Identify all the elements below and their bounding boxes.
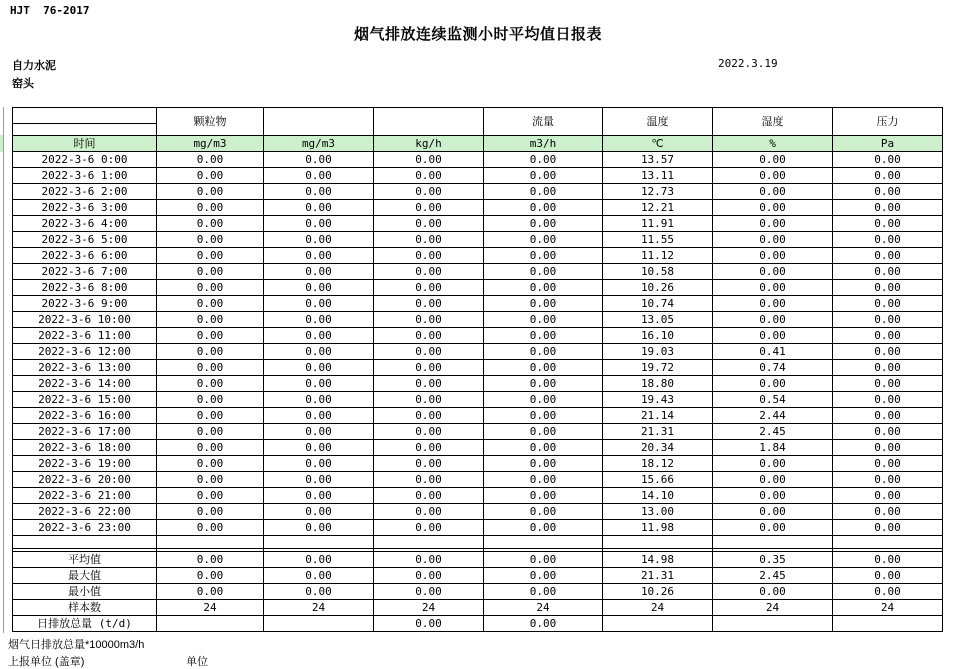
value-cell: 0.00 xyxy=(833,152,943,168)
value-cell xyxy=(603,616,713,632)
value-cell: 0.00 xyxy=(713,168,833,184)
value-cell: 0.00 xyxy=(264,216,374,232)
value-cell: 0.00 xyxy=(484,344,603,360)
summary-label: 样本数 xyxy=(13,600,157,616)
value-cell: 0.00 xyxy=(374,568,484,584)
value-cell: 0.00 xyxy=(374,168,484,184)
value-cell: 11.98 xyxy=(603,520,713,536)
value-cell: 0.00 xyxy=(264,392,374,408)
value-cell: 0.00 xyxy=(157,200,264,216)
table-row xyxy=(13,152,943,168)
value-cell: 0.00 xyxy=(713,488,833,504)
time-cell: 2022-3-6 18:00 xyxy=(13,440,157,456)
table-row xyxy=(13,392,943,408)
value-cell: 0.00 xyxy=(484,408,603,424)
value-cell: 18.80 xyxy=(603,376,713,392)
value-cell: 0.00 xyxy=(264,440,374,456)
value-cell: 0.00 xyxy=(833,408,943,424)
value-cell: 0.00 xyxy=(157,216,264,232)
value-cell: 0.00 xyxy=(157,360,264,376)
param-header-blank-1 xyxy=(264,108,374,136)
value-cell: 0.00 xyxy=(157,184,264,200)
value-cell: 0.00 xyxy=(833,424,943,440)
summary-label: 最大值 xyxy=(13,568,157,584)
value-cell: 0.00 xyxy=(264,568,374,584)
value-cell: 0.00 xyxy=(374,232,484,248)
report-table xyxy=(12,107,943,632)
header-rows xyxy=(13,108,943,152)
value-cell: 0.00 xyxy=(713,472,833,488)
value-cell: 11.12 xyxy=(603,248,713,264)
table-row xyxy=(13,472,943,488)
value-cell: 0.00 xyxy=(484,456,603,472)
value-cell: 0.00 xyxy=(833,360,943,376)
left-edge-column-sliver xyxy=(0,107,4,633)
value-cell: 0.00 xyxy=(713,216,833,232)
value-cell: 0.00 xyxy=(484,312,603,328)
table-row xyxy=(13,200,943,216)
data-rows xyxy=(13,152,943,536)
value-cell: 0.00 xyxy=(374,584,484,600)
unit-cell: mg/m3 xyxy=(264,136,374,152)
header-blank-bottom xyxy=(13,124,157,136)
time-cell: 2022-3-6 7:00 xyxy=(13,264,157,280)
value-cell: 0.00 xyxy=(264,520,374,536)
value-cell: 0.00 xyxy=(484,440,603,456)
param-header-temperature: 温度 xyxy=(603,108,713,136)
time-cell: 2022-3-6 8:00 xyxy=(13,280,157,296)
table-row xyxy=(13,488,943,504)
table-row xyxy=(13,504,943,520)
table-row xyxy=(13,216,943,232)
time-cell: 2022-3-6 19:00 xyxy=(13,456,157,472)
value-cell: 0.00 xyxy=(264,472,374,488)
value-cell: 0.00 xyxy=(484,264,603,280)
summary-label: 日排放总量 (t/d) xyxy=(13,616,157,632)
table-row xyxy=(13,280,943,296)
value-cell: 13.00 xyxy=(603,504,713,520)
value-cell: 0.00 xyxy=(374,328,484,344)
table-row xyxy=(13,408,943,424)
time-cell: 2022-3-6 17:00 xyxy=(13,424,157,440)
header-blank-top xyxy=(13,108,157,124)
report-date: 2022.3.19 xyxy=(718,57,778,70)
value-cell: 0.00 xyxy=(484,376,603,392)
value-cell: 11.55 xyxy=(603,232,713,248)
value-cell: 0.00 xyxy=(833,312,943,328)
value-cell: 0.00 xyxy=(374,616,484,632)
value-cell: 0.00 xyxy=(264,584,374,600)
value-cell: 0.00 xyxy=(833,232,943,248)
value-cell: 0.00 xyxy=(157,280,264,296)
value-cell: 12.73 xyxy=(603,184,713,200)
value-cell: 0.00 xyxy=(157,456,264,472)
value-cell: 0.00 xyxy=(157,568,264,584)
value-cell: 21.31 xyxy=(603,424,713,440)
table-row xyxy=(13,328,943,344)
value-cell: 0.00 xyxy=(713,264,833,280)
value-cell: 0.00 xyxy=(157,376,264,392)
standard-code: HJT 76-2017 xyxy=(10,4,90,17)
unit-cell: % xyxy=(713,136,833,152)
value-cell: 0.00 xyxy=(484,216,603,232)
value-cell: 0.00 xyxy=(157,248,264,264)
value-cell: 19.43 xyxy=(603,392,713,408)
value-cell: 0.00 xyxy=(713,280,833,296)
value-cell: 0.00 xyxy=(833,520,943,536)
value-cell: 0.00 xyxy=(157,408,264,424)
value-cell: 0.00 xyxy=(374,424,484,440)
value-cell: 11.91 xyxy=(603,216,713,232)
value-cell: 0.00 xyxy=(264,488,374,504)
value-cell: 0.00 xyxy=(157,584,264,600)
value-cell: 0.00 xyxy=(713,584,833,600)
value-cell: 0.00 xyxy=(713,200,833,216)
value-cell: 0.00 xyxy=(157,392,264,408)
value-cell: 0.00 xyxy=(484,584,603,600)
value-cell: 0.00 xyxy=(484,184,603,200)
value-cell: 0.00 xyxy=(833,376,943,392)
station-name: 窑头 xyxy=(12,78,34,90)
value-cell: 14.98 xyxy=(603,552,713,568)
value-cell: 0.00 xyxy=(264,168,374,184)
table-row xyxy=(13,360,943,376)
time-cell: 2022-3-6 15:00 xyxy=(13,392,157,408)
value-cell: 19.72 xyxy=(603,360,713,376)
time-header: 时间 xyxy=(13,136,157,152)
value-cell: 19.03 xyxy=(603,344,713,360)
value-cell: 0.00 xyxy=(713,504,833,520)
value-cell: 13.11 xyxy=(603,168,713,184)
value-cell: 0.00 xyxy=(484,616,603,632)
value-cell: 10.74 xyxy=(603,296,713,312)
time-cell: 2022-3-6 0:00 xyxy=(13,152,157,168)
value-cell: 0.54 xyxy=(713,392,833,408)
value-cell: 0.00 xyxy=(484,200,603,216)
value-cell: 13.05 xyxy=(603,312,713,328)
value-cell: 0.00 xyxy=(264,312,374,328)
value-cell: 0.00 xyxy=(713,456,833,472)
time-cell: 2022-3-6 14:00 xyxy=(13,376,157,392)
value-cell: 0.00 xyxy=(374,184,484,200)
param-header-row xyxy=(13,108,943,124)
value-cell: 0.00 xyxy=(264,200,374,216)
time-cell: 2022-3-6 16:00 xyxy=(13,408,157,424)
table-row xyxy=(13,232,943,248)
unit-cell: m3/h xyxy=(484,136,603,152)
time-cell: 2022-3-6 2:00 xyxy=(13,184,157,200)
company-name: 自力水泥 xyxy=(12,60,56,72)
value-cell: 0.00 xyxy=(157,472,264,488)
time-cell: 2022-3-6 9:00 xyxy=(13,296,157,312)
value-cell: 0.00 xyxy=(713,152,833,168)
value-cell: 0.00 xyxy=(484,232,603,248)
value-cell: 0.00 xyxy=(264,456,374,472)
value-cell: 0.00 xyxy=(157,488,264,504)
value-cell: 0.00 xyxy=(713,376,833,392)
value-cell: 0.00 xyxy=(484,392,603,408)
time-cell: 2022-3-6 1:00 xyxy=(13,168,157,184)
value-cell: 0.00 xyxy=(374,264,484,280)
param-header-pressure: 压力 xyxy=(833,108,943,136)
value-cell: 0.00 xyxy=(374,392,484,408)
value-cell: 0.00 xyxy=(833,504,943,520)
value-cell: 0.00 xyxy=(264,408,374,424)
value-cell: 0.00 xyxy=(264,232,374,248)
table-row xyxy=(13,520,943,536)
value-cell: 0.00 xyxy=(374,520,484,536)
value-cell: 0.00 xyxy=(157,312,264,328)
table-row xyxy=(13,424,943,440)
value-cell: 0.00 xyxy=(264,296,374,312)
spacer-rows xyxy=(13,536,943,552)
value-cell: 0.00 xyxy=(374,472,484,488)
table-row xyxy=(13,312,943,328)
unit-label: 单位 xyxy=(186,656,208,668)
footer-note: 烟气日排放总量*10000m3/h xyxy=(8,639,145,651)
value-cell: 12.21 xyxy=(603,200,713,216)
summary-row xyxy=(13,568,943,584)
value-cell: 0.00 xyxy=(484,152,603,168)
value-cell: 0.00 xyxy=(484,168,603,184)
value-cell: 0.35 xyxy=(713,552,833,568)
value-cell: 0.00 xyxy=(833,392,943,408)
value-cell: 0.00 xyxy=(374,504,484,520)
table-row xyxy=(13,456,943,472)
value-cell: 0.00 xyxy=(833,440,943,456)
value-cell: 24 xyxy=(603,600,713,616)
report-unit-label: 上报单位 (盖章) xyxy=(8,656,85,668)
value-cell: 10.58 xyxy=(603,264,713,280)
time-cell: 2022-3-6 22:00 xyxy=(13,504,157,520)
value-cell: 21.31 xyxy=(603,568,713,584)
value-cell: 0.00 xyxy=(484,360,603,376)
unit-cell: mg/m3 xyxy=(157,136,264,152)
value-cell: 0.00 xyxy=(157,552,264,568)
summary-label: 平均值 xyxy=(13,552,157,568)
value-cell: 24 xyxy=(484,600,603,616)
value-cell: 0.00 xyxy=(264,344,374,360)
param-header-particulate: 颗粒物 xyxy=(157,108,264,136)
value-cell: 0.00 xyxy=(484,568,603,584)
value-cell: 0.00 xyxy=(833,488,943,504)
time-cell: 2022-3-6 23:00 xyxy=(13,520,157,536)
time-cell: 2022-3-6 12:00 xyxy=(13,344,157,360)
value-cell: 0.00 xyxy=(264,248,374,264)
left-edge-green-band xyxy=(0,135,3,152)
value-cell: 0.00 xyxy=(833,552,943,568)
value-cell: 1.84 xyxy=(713,440,833,456)
unit-cell: ℃ xyxy=(603,136,713,152)
summary-row xyxy=(13,552,943,568)
table-row xyxy=(13,248,943,264)
value-cell: 24 xyxy=(157,600,264,616)
time-cell: 2022-3-6 3:00 xyxy=(13,200,157,216)
value-cell: 0.00 xyxy=(157,328,264,344)
value-cell: 0.00 xyxy=(833,168,943,184)
value-cell: 0.74 xyxy=(713,360,833,376)
value-cell: 0.00 xyxy=(374,296,484,312)
value-cell: 0.00 xyxy=(374,152,484,168)
value-cell: 0.00 xyxy=(713,184,833,200)
table-row xyxy=(13,184,943,200)
value-cell: 0.00 xyxy=(157,232,264,248)
value-cell: 0.00 xyxy=(374,360,484,376)
time-cell: 2022-3-6 13:00 xyxy=(13,360,157,376)
value-cell: 0.00 xyxy=(713,312,833,328)
value-cell: 0.00 xyxy=(833,472,943,488)
value-cell: 10.26 xyxy=(603,584,713,600)
value-cell: 0.00 xyxy=(374,376,484,392)
table-row xyxy=(13,296,943,312)
value-cell: 0.00 xyxy=(374,408,484,424)
page-title: 烟气排放连续监测小时平均值日报表 xyxy=(353,26,602,43)
value-cell: 15.66 xyxy=(603,472,713,488)
value-cell: 0.00 xyxy=(374,488,484,504)
unit-row xyxy=(13,136,943,152)
value-cell: 0.41 xyxy=(713,344,833,360)
value-cell: 0.00 xyxy=(833,568,943,584)
value-cell: 0.00 xyxy=(374,344,484,360)
value-cell: 0.00 xyxy=(157,440,264,456)
value-cell: 0.00 xyxy=(484,248,603,264)
value-cell: 0.00 xyxy=(833,456,943,472)
param-header-humidity: 湿度 xyxy=(713,108,833,136)
value-cell: 0.00 xyxy=(484,328,603,344)
value-cell: 0.00 xyxy=(374,552,484,568)
table-row xyxy=(13,344,943,360)
time-cell: 2022-3-6 21:00 xyxy=(13,488,157,504)
table-row xyxy=(13,376,943,392)
summary-label: 最小值 xyxy=(13,584,157,600)
param-header-flow: 流量 xyxy=(484,108,603,136)
table-row xyxy=(13,440,943,456)
value-cell: 0.00 xyxy=(484,472,603,488)
param-header-blank-2 xyxy=(374,108,484,136)
value-cell: 0.00 xyxy=(264,184,374,200)
value-cell: 0.00 xyxy=(264,280,374,296)
value-cell: 0.00 xyxy=(374,280,484,296)
value-cell: 21.14 xyxy=(603,408,713,424)
value-cell: 0.00 xyxy=(374,200,484,216)
value-cell: 10.26 xyxy=(603,280,713,296)
value-cell: 0.00 xyxy=(833,328,943,344)
value-cell: 0.00 xyxy=(264,376,374,392)
value-cell: 0.00 xyxy=(264,504,374,520)
value-cell: 0.00 xyxy=(833,296,943,312)
summary-rows xyxy=(13,552,943,632)
value-cell: 2.45 xyxy=(713,424,833,440)
value-cell: 0.00 xyxy=(374,248,484,264)
value-cell: 0.00 xyxy=(374,440,484,456)
value-cell: 0.00 xyxy=(713,296,833,312)
value-cell: 0.00 xyxy=(157,520,264,536)
unit-cell: Pa xyxy=(833,136,943,152)
value-cell: 24 xyxy=(264,600,374,616)
time-cell: 2022-3-6 5:00 xyxy=(13,232,157,248)
value-cell: 0.00 xyxy=(264,328,374,344)
value-cell: 0.00 xyxy=(374,312,484,328)
value-cell: 18.12 xyxy=(603,456,713,472)
value-cell: 14.10 xyxy=(603,488,713,504)
value-cell: 2.45 xyxy=(713,568,833,584)
summary-row xyxy=(13,616,943,632)
blank-row xyxy=(13,536,943,549)
value-cell: 0.00 xyxy=(484,296,603,312)
value-cell: 2.44 xyxy=(713,408,833,424)
value-cell: 0.00 xyxy=(264,424,374,440)
value-cell: 0.00 xyxy=(264,360,374,376)
value-cell: 0.00 xyxy=(833,344,943,360)
value-cell: 0.00 xyxy=(157,152,264,168)
value-cell: 0.00 xyxy=(157,296,264,312)
table-row xyxy=(13,168,943,184)
value-cell: 0.00 xyxy=(484,520,603,536)
value-cell: 0.00 xyxy=(713,232,833,248)
time-cell: 2022-3-6 10:00 xyxy=(13,312,157,328)
summary-row xyxy=(13,584,943,600)
value-cell: 0.00 xyxy=(264,264,374,280)
value-cell: 20.34 xyxy=(603,440,713,456)
value-cell: 0.00 xyxy=(833,200,943,216)
value-cell: 0.00 xyxy=(713,248,833,264)
value-cell: 0.00 xyxy=(713,520,833,536)
value-cell: 16.10 xyxy=(603,328,713,344)
time-cell: 2022-3-6 6:00 xyxy=(13,248,157,264)
value-cell: 0.00 xyxy=(374,456,484,472)
value-cell: 24 xyxy=(833,600,943,616)
value-cell: 0.00 xyxy=(157,264,264,280)
time-cell: 2022-3-6 20:00 xyxy=(13,472,157,488)
value-cell: 0.00 xyxy=(374,216,484,232)
value-cell: 0.00 xyxy=(157,424,264,440)
time-cell: 2022-3-6 4:00 xyxy=(13,216,157,232)
value-cell xyxy=(157,616,264,632)
value-cell xyxy=(264,616,374,632)
value-cell: 0.00 xyxy=(484,488,603,504)
table-row xyxy=(13,264,943,280)
value-cell: 0.00 xyxy=(484,504,603,520)
summary-row xyxy=(13,600,943,616)
value-cell: 0.00 xyxy=(264,552,374,568)
value-cell: 0.00 xyxy=(833,216,943,232)
value-cell: 0.00 xyxy=(833,280,943,296)
value-cell: 0.00 xyxy=(833,584,943,600)
value-cell: 0.00 xyxy=(833,264,943,280)
value-cell: 0.00 xyxy=(833,184,943,200)
value-cell: 0.00 xyxy=(484,424,603,440)
value-cell: 0.00 xyxy=(833,248,943,264)
value-cell xyxy=(713,616,833,632)
value-cell: 0.00 xyxy=(157,168,264,184)
value-cell: 24 xyxy=(374,600,484,616)
value-cell: 13.57 xyxy=(603,152,713,168)
value-cell: 0.00 xyxy=(484,552,603,568)
unit-cell: kg/h xyxy=(374,136,484,152)
value-cell: 0.00 xyxy=(484,280,603,296)
time-cell: 2022-3-6 11:00 xyxy=(13,328,157,344)
value-cell xyxy=(833,616,943,632)
value-cell: 0.00 xyxy=(713,328,833,344)
value-cell: 24 xyxy=(713,600,833,616)
value-cell: 0.00 xyxy=(157,504,264,520)
value-cell: 0.00 xyxy=(157,344,264,360)
value-cell: 0.00 xyxy=(264,152,374,168)
